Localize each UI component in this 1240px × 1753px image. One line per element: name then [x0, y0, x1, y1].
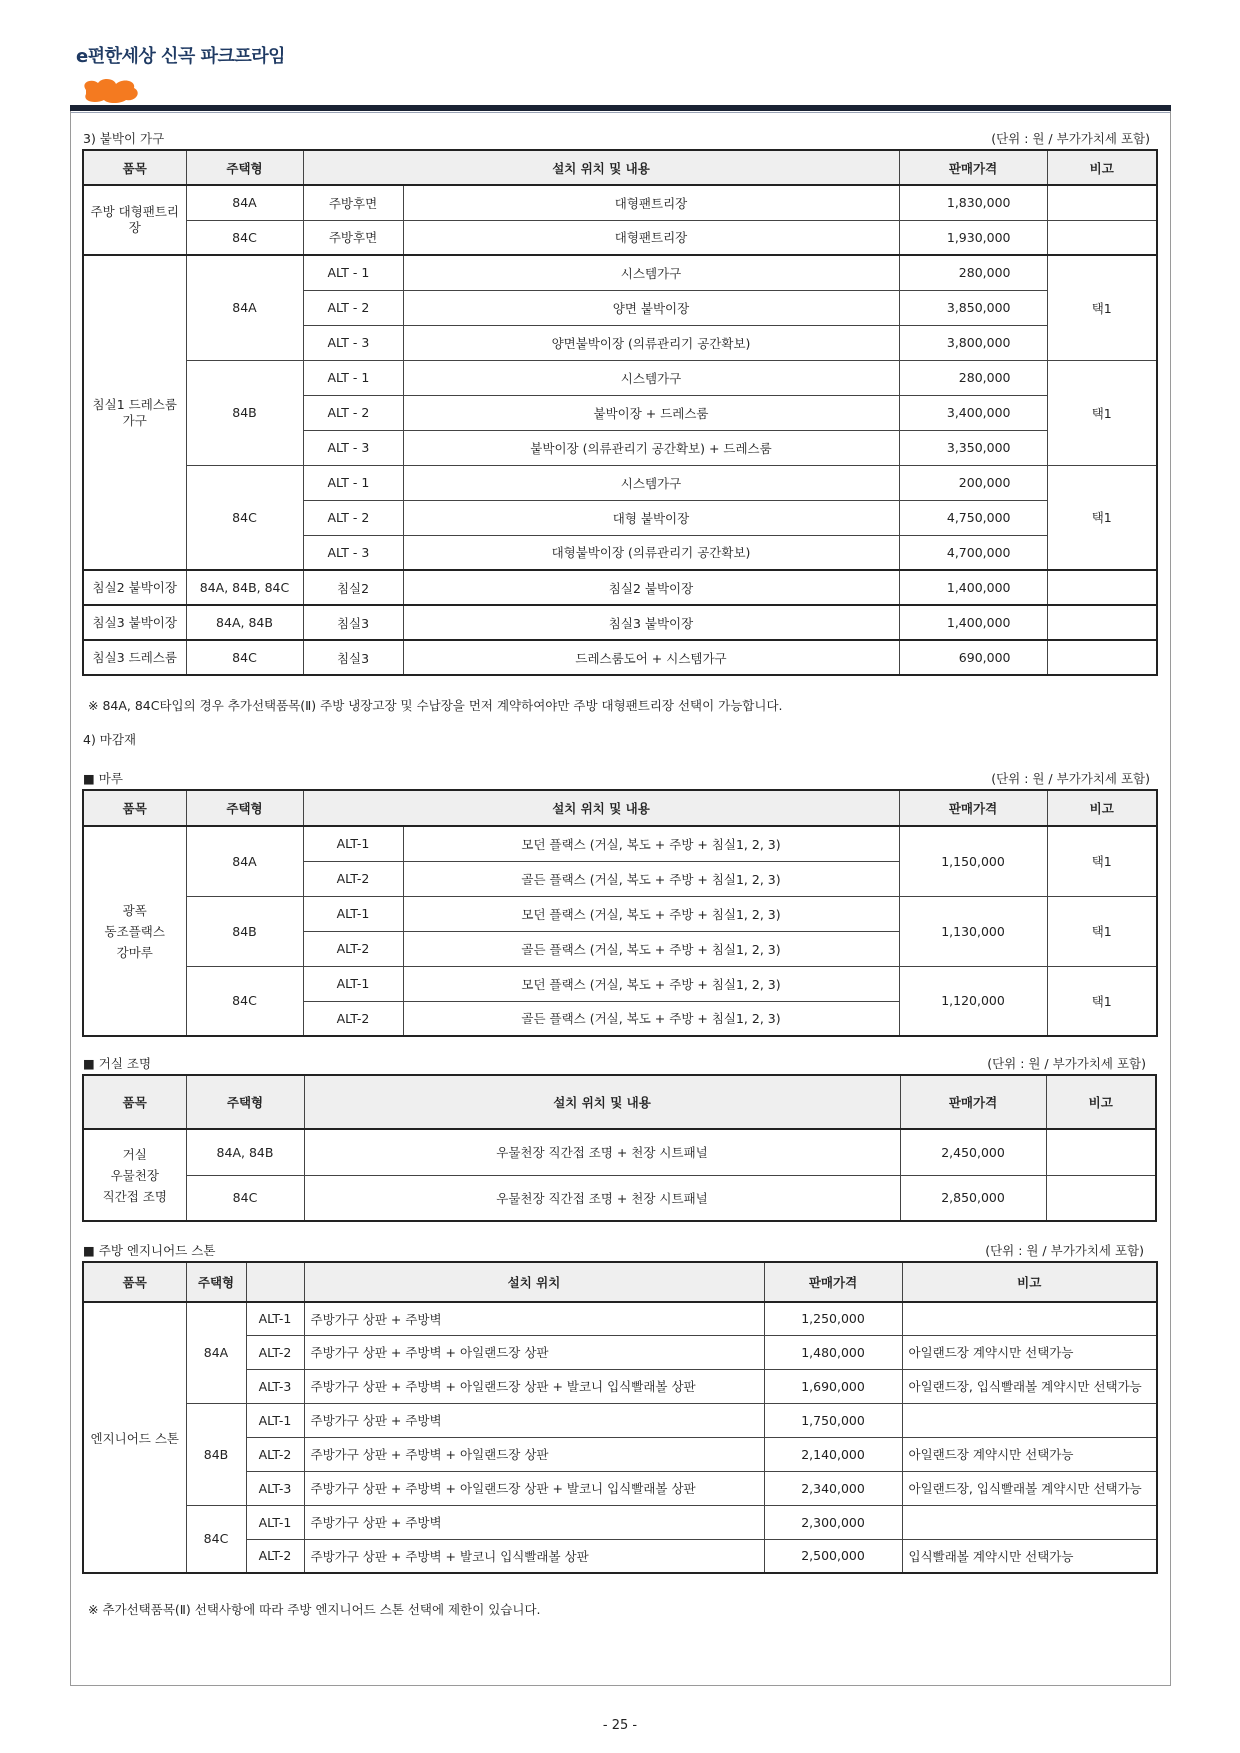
location-cell: 주방후면 [303, 185, 403, 220]
lighting-heading: ■ 거실 조명 [83, 1056, 152, 1071]
builtin-furniture-table [82, 149, 1158, 676]
item-bedroom3-closet: 침실3 붙박이장 [83, 605, 186, 640]
price-cell: 200,000 [899, 465, 1047, 500]
type-cell: 84C [186, 640, 303, 675]
price-cell: 3,800,000 [899, 325, 1047, 360]
col-header-content: 설치 위치 및 내용 [303, 790, 899, 826]
page-header-title: e편한세상 신곡 파크프라임 [76, 46, 286, 67]
header-rule-thin [70, 112, 1171, 113]
note-cell: 입식빨래볼 계약시만 선택가능 [902, 1539, 1157, 1573]
page-frame-bottom [70, 1685, 1171, 1686]
note-cell [902, 1505, 1157, 1539]
price-cell: 280,000 [899, 360, 1047, 395]
price-cell: 2,500,000 [764, 1539, 902, 1573]
item-line: 우물천장 [110, 1167, 159, 1183]
alt-cell: ALT - 2 [303, 290, 403, 325]
content-cell: 붙박이장 (의류관리기 공간확보) + 드레스룸 [403, 430, 899, 465]
content-cell: 골든 플랙스 (거실, 복도 + 주방 + 침실1, 2, 3) [403, 931, 899, 966]
note-cell: 택1 [1047, 465, 1157, 570]
alt-cell: ALT-1 [246, 1302, 304, 1335]
note-cell: 택1 [1047, 826, 1157, 896]
location-cell: 주방가구 상판 + 주방벽 + 아일랜드장 상판 [304, 1437, 764, 1471]
note-cell: 택1 [1047, 966, 1157, 1036]
stone-heading: ■ 주방 엔지니어드 스톤 [83, 1243, 216, 1258]
content-cell: 시스템가구 [403, 465, 899, 500]
content-cell: 양면붙박이장 (의류관리기 공간확보) [403, 325, 899, 360]
location-cell: 주방가구 상판 + 주방벽 + 발코니 입식빨래볼 상판 [304, 1539, 764, 1573]
price-cell: 3,850,000 [899, 290, 1047, 325]
content-cell: 골든 플랙스 (거실, 복도 + 주방 + 침실1, 2, 3) [403, 1001, 899, 1036]
price-cell: 1,400,000 [899, 605, 1047, 640]
page-frame-left [70, 111, 71, 1686]
note-cell: 아일랜드장 계약시만 선택가능 [902, 1335, 1157, 1369]
location-cell: 침실3 [303, 640, 403, 675]
price-cell: 1,830,000 [899, 185, 1047, 220]
alt-cell: ALT-1 [246, 1505, 304, 1539]
location-cell: 주방가구 상판 + 주방벽 [304, 1302, 764, 1335]
content-cell: 대형팬트리장 [403, 185, 899, 220]
location-cell: 주방가구 상판 + 주방벽 + 아일랜드장 상판 [304, 1335, 764, 1369]
note-cell [1046, 1129, 1156, 1175]
alt-cell: ALT-3 [246, 1471, 304, 1505]
item-line: 광폭 [122, 902, 147, 918]
section-3-heading: 3) 붙박이 가구 [83, 131, 165, 146]
price-cell: 2,340,000 [764, 1471, 902, 1505]
item-line: 거실 [122, 1146, 147, 1162]
note-cell [1047, 570, 1157, 605]
type-cell: 84A, 84B, 84C [186, 570, 303, 605]
alt-cell: ALT - 3 [303, 325, 403, 360]
type-cell: 84A [186, 255, 303, 360]
header-rule [70, 105, 1171, 111]
col-header-location: 설치 위치 [304, 1262, 764, 1302]
note-cell [902, 1302, 1157, 1335]
col-header-item: 품목 [83, 790, 186, 826]
note-cell: 택1 [1047, 360, 1157, 465]
location-cell: 주방가구 상판 + 주방벽 + 아일랜드장 상판 + 발코니 입식빨래볼 상판 [304, 1471, 764, 1505]
alt-cell: ALT-1 [303, 896, 403, 931]
alt-cell: ALT-3 [246, 1369, 304, 1403]
content-cell: 모던 플랙스 (거실, 복도 + 주방 + 침실1, 2, 3) [403, 966, 899, 1001]
note-cell: 아일랜드장 계약시만 선택가능 [902, 1437, 1157, 1471]
item-bedroom1-dressroom: 침실1 드레스룸 가구 [83, 255, 186, 570]
col-header-item: 품목 [83, 1075, 186, 1129]
price-cell: 1,930,000 [899, 220, 1047, 255]
col-header-price: 판매가격 [764, 1262, 902, 1302]
alt-cell: ALT - 3 [303, 430, 403, 465]
page-number: - 25 - [602, 1718, 638, 1733]
price-cell: 1,150,000 [899, 826, 1047, 896]
content-cell: 우물천장 직간접 조명 + 천장 시트패널 [304, 1175, 900, 1221]
note-cell [1047, 185, 1157, 220]
price-cell: 3,350,000 [899, 430, 1047, 465]
alt-cell: ALT-2 [303, 1001, 403, 1036]
content-cell: 모던 플랙스 (거실, 복도 + 주방 + 침실1, 2, 3) [403, 896, 899, 931]
note-cell [1047, 220, 1157, 255]
item-bedroom3-dressroom: 침실3 드레스룸 [83, 640, 186, 675]
type-cell: 84A, 84B [186, 605, 303, 640]
alt-cell: ALT-2 [246, 1437, 304, 1471]
content-cell: 양면 붙박이장 [403, 290, 899, 325]
brand-mark-icon [78, 76, 142, 104]
price-cell: 3,400,000 [899, 395, 1047, 430]
engineered-stone-table [82, 1261, 1158, 1574]
alt-cell: ALT-2 [246, 1335, 304, 1369]
price-cell: 1,120,000 [899, 966, 1047, 1036]
alt-cell: ALT-1 [303, 826, 403, 861]
price-cell: 280,000 [899, 255, 1047, 290]
price-cell: 1,130,000 [899, 896, 1047, 966]
section-3-unit: (단위 : 원 / 부가가치세 포함) [991, 131, 1150, 146]
col-header-type: 주택형 [186, 1262, 246, 1302]
type-cell: 84C [186, 220, 303, 255]
content-cell: 대형붙박이장 (의류관리기 공간확보) [403, 535, 899, 570]
alt-cell: ALT - 1 [303, 465, 403, 500]
content-cell: 침실2 붙박이장 [403, 570, 899, 605]
content-cell: 대형팬트리장 [403, 220, 899, 255]
price-cell: 1,400,000 [899, 570, 1047, 605]
note-cell: 아일랜드장, 입식빨래볼 계약시만 선택가능 [902, 1369, 1157, 1403]
alt-cell: ALT - 2 [303, 395, 403, 430]
type-cell: 84A [186, 826, 303, 896]
type-cell: 84B [186, 1403, 246, 1505]
floor-heading: ■ 마루 [83, 771, 123, 786]
location-cell: 주방가구 상판 + 주방벽 [304, 1403, 764, 1437]
alt-cell: ALT-2 [303, 861, 403, 896]
item-line: 동조플랙스 [104, 923, 165, 939]
alt-cell: ALT-2 [303, 931, 403, 966]
note-cell [1047, 605, 1157, 640]
content-cell: 침실3 붙박이장 [403, 605, 899, 640]
price-cell: 4,700,000 [899, 535, 1047, 570]
location-cell: 침실3 [303, 605, 403, 640]
type-cell: 84A [186, 1302, 246, 1403]
location-cell: 주방가구 상판 + 주방벽 + 아일랜드장 상판 + 발코니 입식빨래볼 상판 [304, 1369, 764, 1403]
price-cell: 1,750,000 [764, 1403, 902, 1437]
type-cell: 84C [186, 966, 303, 1036]
type-cell: 84A [186, 185, 303, 220]
col-header-type: 주택형 [186, 790, 303, 826]
col-header-note: 비고 [902, 1262, 1157, 1302]
note-cell: 택1 [1047, 255, 1157, 360]
item-living-lighting [83, 1129, 186, 1221]
alt-cell: ALT - 2 [303, 500, 403, 535]
type-cell: 84A, 84B [186, 1129, 304, 1175]
price-cell: 2,450,000 [900, 1129, 1046, 1175]
col-header-type: 주택형 [186, 1075, 304, 1129]
type-cell: 84B [186, 360, 303, 465]
col-header-note: 비고 [1046, 1075, 1156, 1129]
price-cell: 690,000 [899, 640, 1047, 675]
col-header-item: 품목 [83, 150, 186, 185]
col-header-content: 설치 위치 및 내용 [304, 1075, 900, 1129]
stone-unit: (단위 : 원 / 부가가치세 포함) [985, 1243, 1144, 1258]
price-cell: 4,750,000 [899, 500, 1047, 535]
col-header-note: 비고 [1047, 790, 1157, 826]
alt-cell: ALT - 3 [303, 535, 403, 570]
item-kitchen-pantry: 주방 대형팬트리장 [83, 185, 186, 255]
content-cell: 시스템가구 [403, 360, 899, 395]
note-cell: 아일랜드장, 입식빨래볼 계약시만 선택가능 [902, 1471, 1157, 1505]
note-cell [1046, 1175, 1156, 1221]
content-cell: 붙박이장 + 드레스룸 [403, 395, 899, 430]
price-cell: 2,140,000 [764, 1437, 902, 1471]
lighting-table [82, 1074, 1157, 1222]
section-4-heading: 4) 마감재 [83, 732, 137, 747]
price-cell: 1,690,000 [764, 1369, 902, 1403]
note-cell: 택1 [1047, 896, 1157, 966]
type-cell: 84C [186, 1505, 246, 1573]
alt-cell: ALT - 1 [303, 360, 403, 395]
location-cell: 주방후면 [303, 220, 403, 255]
type-cell: 84B [186, 896, 303, 966]
lighting-unit: (단위 : 원 / 부가가치세 포함) [987, 1056, 1146, 1071]
floor-table [82, 789, 1158, 1037]
alt-cell: ALT-1 [303, 966, 403, 1001]
col-header-item: 품목 [83, 1262, 186, 1302]
content-cell: 골든 플랙스 (거실, 복도 + 주방 + 침실1, 2, 3) [403, 861, 899, 896]
price-cell: 1,480,000 [764, 1335, 902, 1369]
alt-cell: ALT-2 [246, 1539, 304, 1573]
type-cell: 84C [186, 465, 303, 570]
col-header-price: 판매가격 [900, 1075, 1046, 1129]
type-cell: 84C [186, 1175, 304, 1221]
page-frame-right [1170, 111, 1171, 1686]
col-header-content: 설치 위치 및 내용 [303, 150, 899, 185]
location-cell: 침실2 [303, 570, 403, 605]
item-bedroom2-closet: 침실2 붙박이장 [83, 570, 186, 605]
floor-unit: (단위 : 원 / 부가가치세 포함) [991, 771, 1150, 786]
item-line: 직간접 조명 [102, 1188, 167, 1204]
price-cell: 2,300,000 [764, 1505, 902, 1539]
item-wide-floor [83, 826, 186, 1036]
alt-cell: ALT-1 [246, 1403, 304, 1437]
price-cell: 1,250,000 [764, 1302, 902, 1335]
col-header-price: 판매가격 [899, 150, 1047, 185]
col-header-type: 주택형 [186, 150, 303, 185]
stone-footnote: ※ 추가선택품목(Ⅱ) 선택사항에 따라 주방 엔지니어드 스톤 선택에 제한이 있습니다. [88, 1602, 541, 1617]
price-cell: 2,850,000 [900, 1175, 1046, 1221]
alt-cell: ALT - 1 [303, 255, 403, 290]
content-cell: 시스템가구 [403, 255, 899, 290]
content-cell: 모던 플랙스 (거실, 복도 + 주방 + 침실1, 2, 3) [403, 826, 899, 861]
location-cell: 주방가구 상판 + 주방벽 [304, 1505, 764, 1539]
item-engineered-stone: 엔지니어드 스톤 [83, 1302, 186, 1573]
content-cell: 드레스룸도어 + 시스템가구 [403, 640, 899, 675]
item-line: 강마루 [116, 944, 153, 960]
note-cell [902, 1403, 1157, 1437]
section-3-footnote: ※ 84A, 84C타입의 경우 추가선택품목(Ⅱ) 주방 냉장고장 및 수납장을 먼저 계약하여야만 주방 대형팬트리장 선택이 가능합니다. [88, 698, 783, 713]
col-header-alt [246, 1262, 304, 1302]
col-header-note: 비고 [1047, 150, 1157, 185]
content-cell: 대형 붙박이장 [403, 500, 899, 535]
content-cell: 우물천장 직간접 조명 + 천장 시트패널 [304, 1129, 900, 1175]
col-header-price: 판매가격 [899, 790, 1047, 826]
note-cell [1047, 640, 1157, 675]
